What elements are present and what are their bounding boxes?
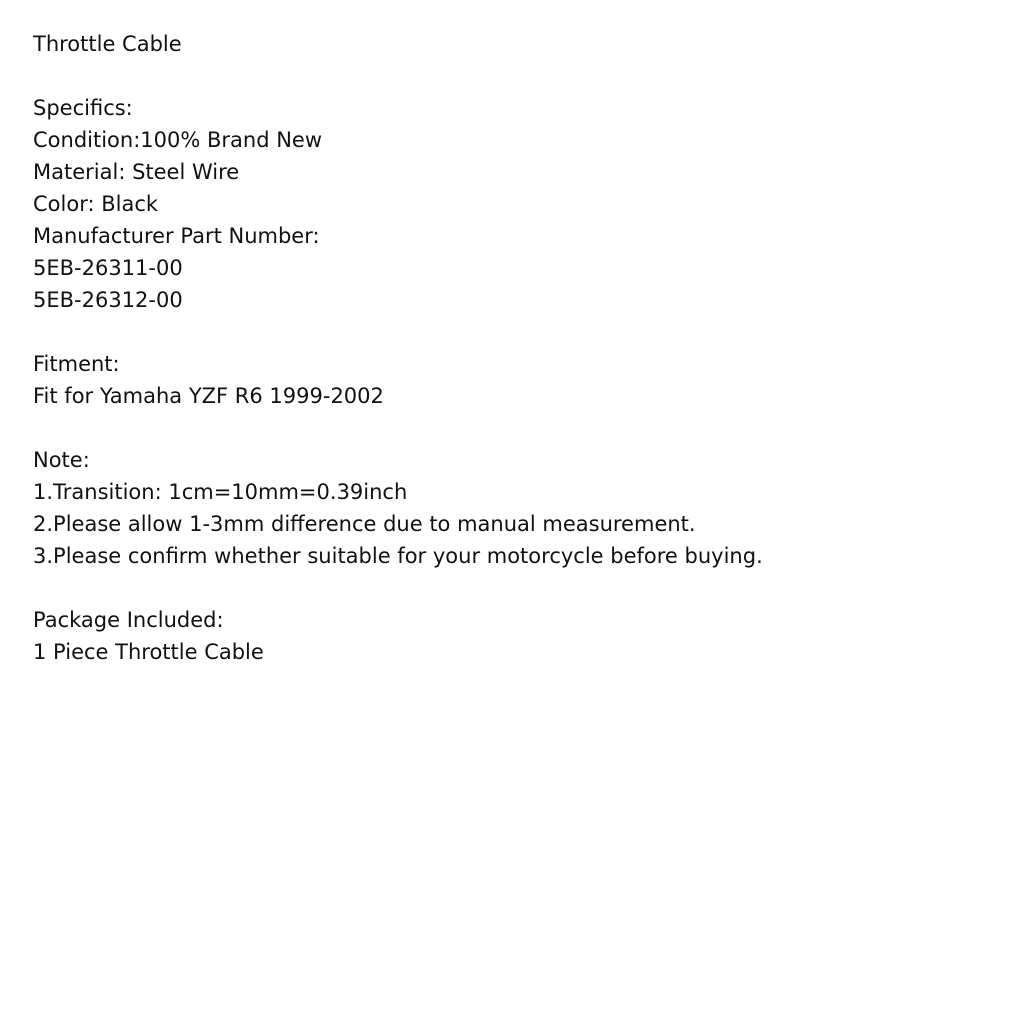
part-number: 5EB-26312-00 [33,288,183,312]
spacer [33,60,993,92]
product-title: Throttle Cable [33,32,182,56]
product-description [33,28,993,668]
spacer [33,572,993,604]
part-number: 5EB-26311-00 [33,256,183,280]
spacer [33,316,993,348]
fitment-text: Fit for Yamaha YZF R6 1999-2002 [33,384,384,408]
part-number-label: Manufacturer Part Number: [33,224,320,248]
package-heading: Package Included: [33,608,224,632]
specifics-section [33,92,993,316]
condition-text: Condition:100% Brand New [33,128,323,152]
note-item: 2.Please allow 1-3mm difference due to manual measurement. [33,512,696,536]
note-section [33,444,993,572]
material-text: Material: Steel Wire [33,160,240,184]
package-section [33,604,993,668]
note-item: 1.Transition: 1cm=10mm=0.39inch [33,480,408,504]
specifics-heading: Specifics: [33,96,133,120]
note-heading: Note: [33,448,90,472]
spacer [33,412,993,444]
note-item: 3.Please confirm whether suitable for your motorcycle before buying. [33,544,763,568]
fitment-section [33,348,993,412]
package-text: 1 Piece Throttle Cable [33,640,264,664]
fitment-heading: Fitment: [33,352,120,376]
color-text: Color: Black [33,192,159,216]
